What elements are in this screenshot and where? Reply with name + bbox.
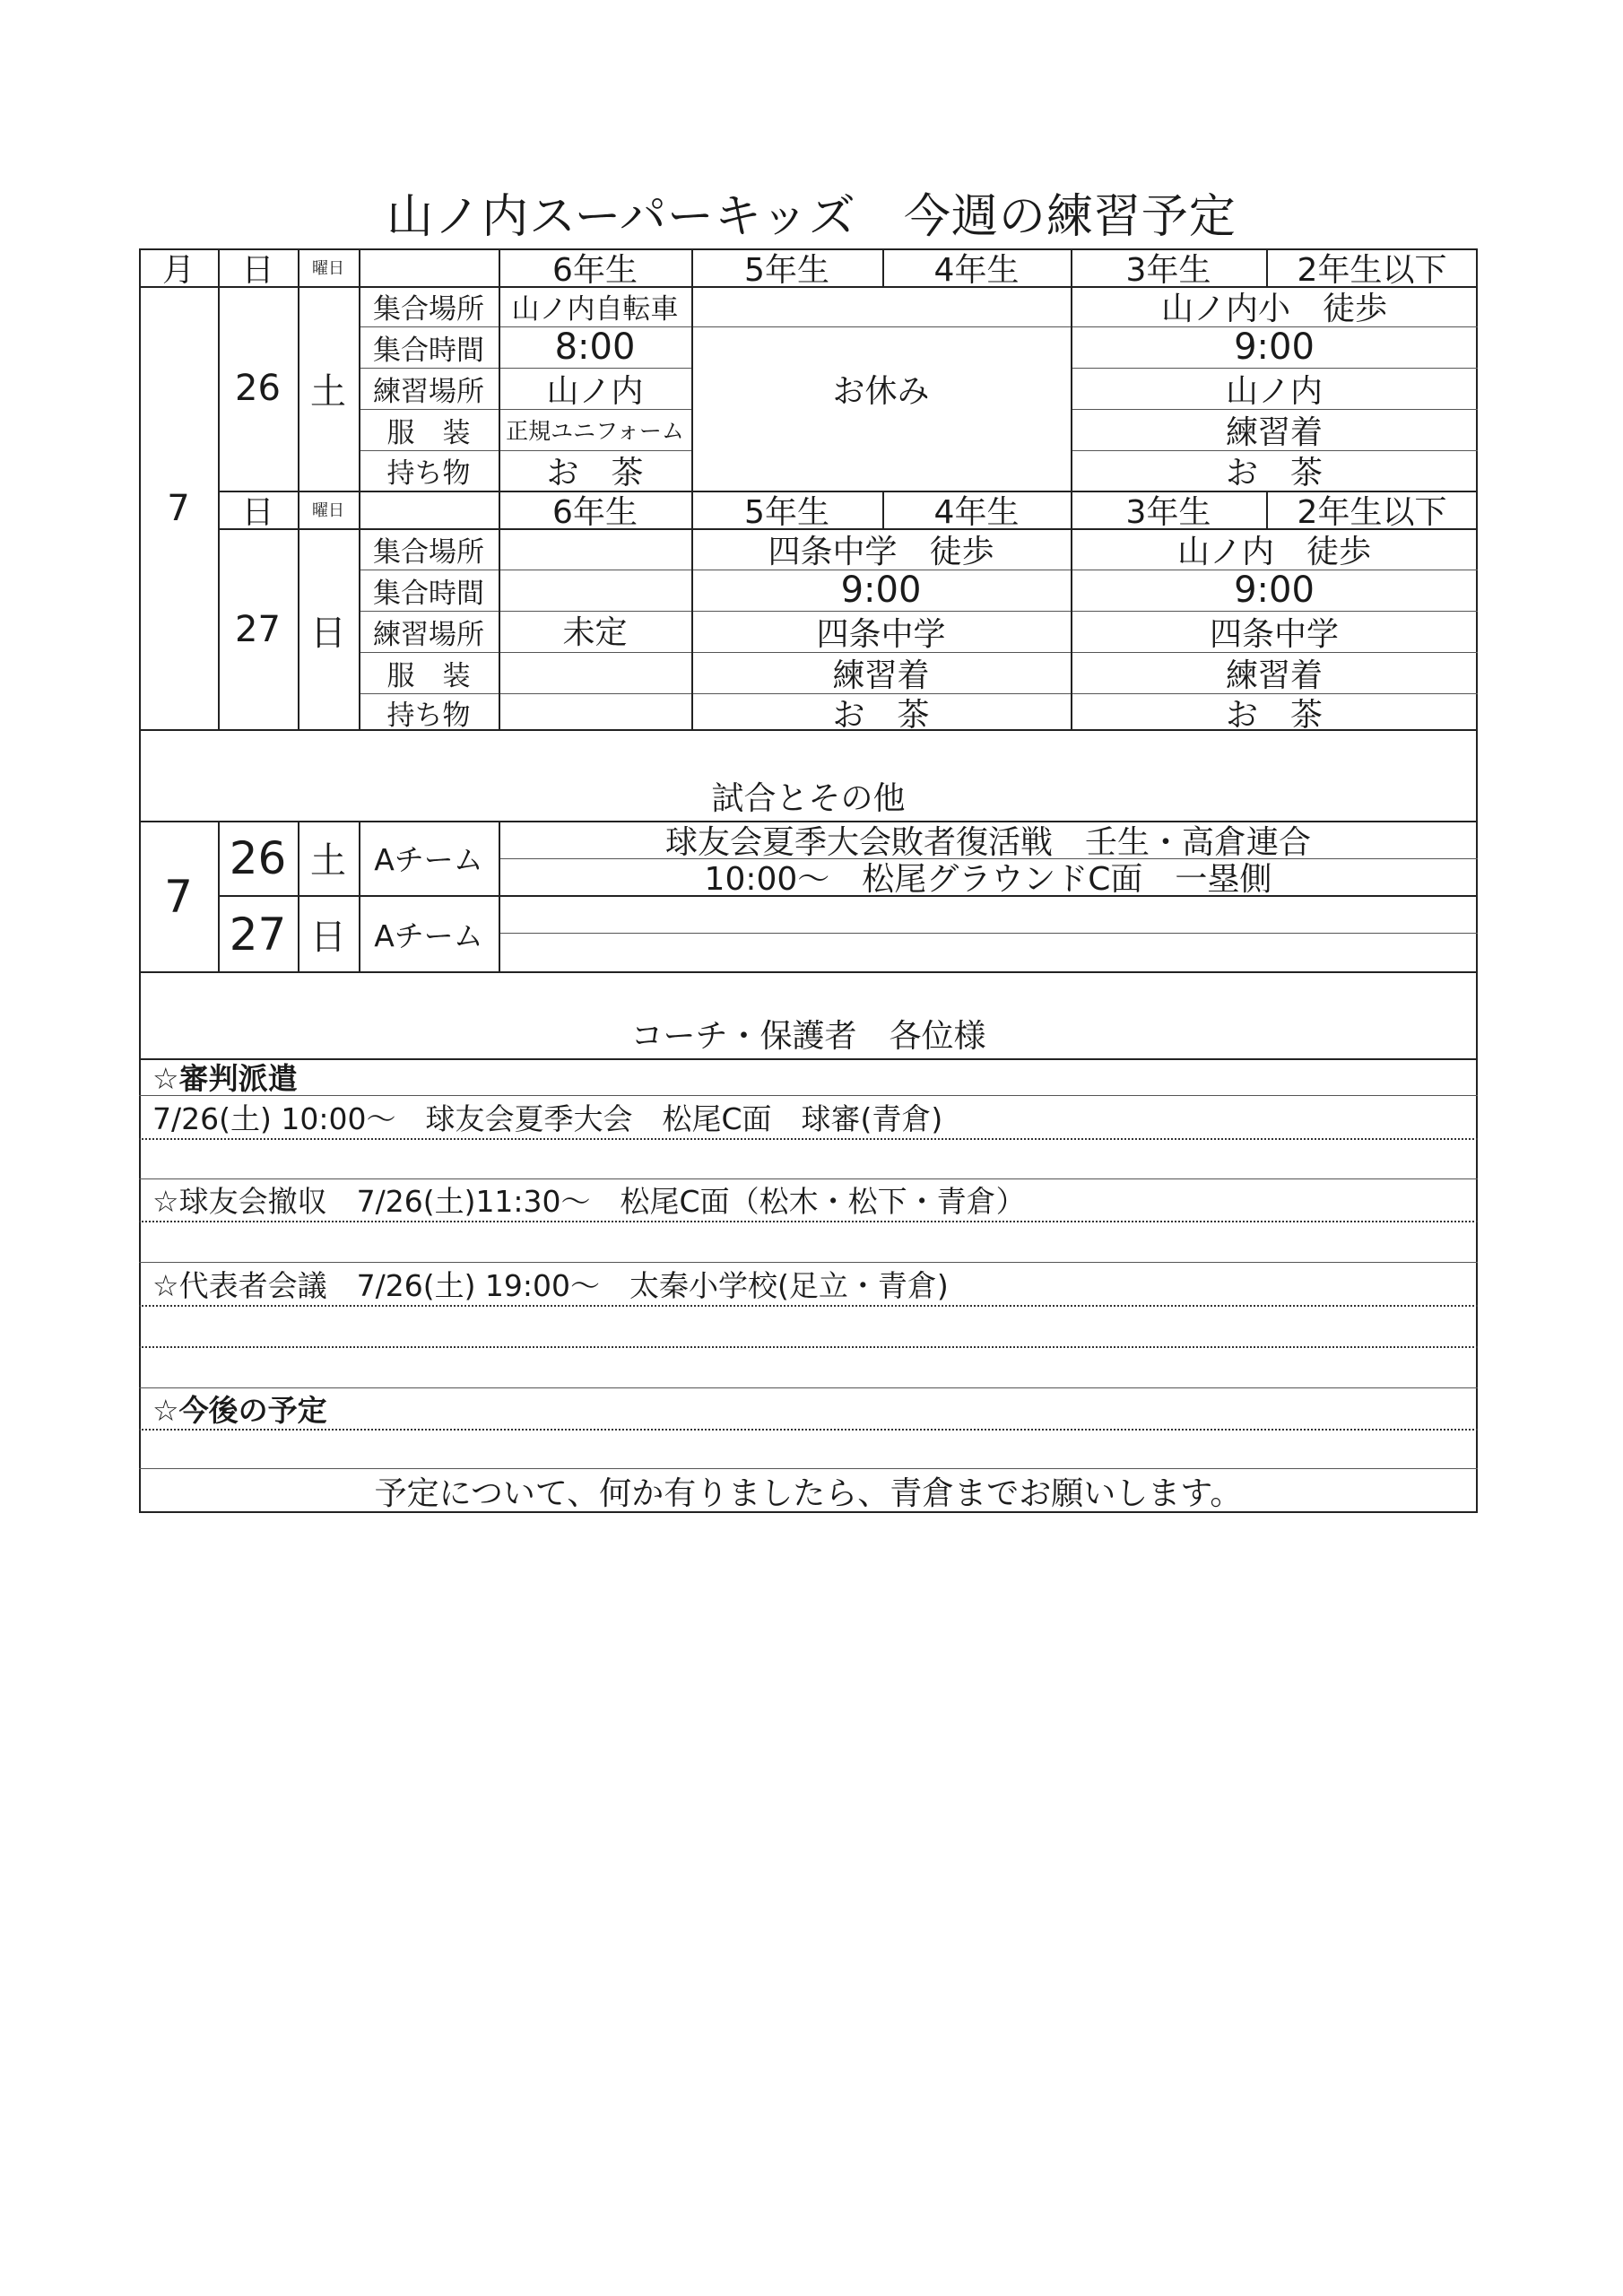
game1-team: Aチーム <box>374 842 483 877</box>
games-month: 7 <box>164 871 193 923</box>
notice-line-4: ☆球友会撤収 7/26(土)11:30～ 松尾C面（松木・松下・青倉） <box>152 1184 1026 1219</box>
notice-line-7 <box>152 1305 1471 1346</box>
day2-g54-meeting-time: 9:00 <box>840 570 922 611</box>
game2-line2 <box>499 933 1478 973</box>
day2-g54-meeting-place: 四条中学 徒歩 <box>768 533 994 570</box>
header-grade-6: 6年生 <box>552 251 638 286</box>
day2-label-meeting-place: 集合場所 <box>373 535 484 569</box>
day2-g32-belongings: お 茶 <box>1225 696 1323 731</box>
day2-label-belongings: 持ち物 <box>386 699 471 731</box>
game2-line1 <box>499 895 1478 933</box>
header2-grade-5: 5年生 <box>744 493 829 528</box>
game1-line2: 10:00～ 松尾グラウンドC面 一塁側 <box>704 861 1272 895</box>
practice-month: 7 <box>167 488 190 529</box>
day1-g32-meeting-time: 9:00 <box>1234 326 1315 368</box>
games-heading: 試合とその他 <box>711 780 906 817</box>
game1-weekday: 土 <box>310 840 346 882</box>
day1-g54-off: お休み <box>832 372 930 410</box>
day1-g32-clothing: 練習着 <box>1225 413 1323 450</box>
day2-g54-belongings: お 茶 <box>832 696 930 731</box>
day1-label-meeting-time: 集合時間 <box>373 334 484 367</box>
notice-line-9: ☆今後の予定 <box>152 1392 327 1428</box>
day2-g32-meeting-time: 9:00 <box>1234 570 1315 611</box>
notice-line-6: ☆代表者会議 7/26(土) 19:00～ 太秦小学校(足立・青倉) <box>152 1267 949 1303</box>
day2-g54-practice-place: 四条中学 <box>816 615 946 652</box>
day1-g32-meeting-place: 山ノ内小 徒歩 <box>1160 291 1387 326</box>
day2-g32-practice-place: 四条中学 <box>1209 615 1339 652</box>
notice-line-8 <box>152 1346 1471 1387</box>
day1-g6-meeting-time: 8:00 <box>554 326 636 368</box>
header-month: 月 <box>161 251 195 286</box>
notice-line-1: ☆審判派遣 <box>152 1061 298 1095</box>
day1-g6-clothing: 正規ユニフォーム <box>506 418 684 444</box>
notices-footer: 予定について、何か有りましたら、青倉までお願いします。 <box>374 1474 1243 1512</box>
header2-grade-4: 4年生 <box>933 493 1020 528</box>
notices-heading: コーチ・保護者 各位様 <box>630 1018 986 1055</box>
day1-g32-practice-place: 山ノ内 <box>1225 372 1323 409</box>
header2-grade-6: 6年生 <box>552 493 638 528</box>
header-grade-4: 4年生 <box>933 251 1020 286</box>
day1-label-meeting-place: 集合場所 <box>373 293 484 326</box>
header2-grade-2-below: 2年生以下 <box>1297 493 1447 528</box>
day1-g6-meeting-place: 山ノ内自転車 <box>511 293 679 326</box>
day2-label-meeting-time: 集合時間 <box>373 577 484 610</box>
game2-team: Aチーム <box>374 918 483 953</box>
header-grade-2-below: 2年生以下 <box>1297 251 1447 286</box>
header-grade-3: 3年生 <box>1125 251 1211 286</box>
day1-g6-practice-place: 山ノ内 <box>546 372 644 409</box>
header-grade-5: 5年生 <box>744 251 829 286</box>
day2-label-clothing: 服 装 <box>386 659 471 692</box>
game1-date: 26 <box>229 831 287 884</box>
day2-label-practice-place: 練習場所 <box>373 618 484 651</box>
header-day: 日 <box>241 251 274 286</box>
header2-weekday: 曜日 <box>312 501 344 520</box>
game2-date: 27 <box>229 908 287 961</box>
day1-label-clothing: 服 装 <box>386 416 471 449</box>
notice-line-5 <box>152 1221 1471 1262</box>
day2-g32-meeting-place: 山ノ内 徒歩 <box>1176 533 1371 570</box>
day2-g32-clothing: 練習着 <box>1225 657 1323 693</box>
day1-date: 26 <box>235 368 281 409</box>
day1-weekday: 土 <box>310 370 346 413</box>
notice-line-3 <box>152 1138 1471 1178</box>
notice-line-2: 7/26(土) 10:00～ 球友会夏季大会 松尾C面 球審(青倉) <box>152 1100 943 1136</box>
header-weekday: 曜日 <box>312 259 344 278</box>
day1-g6-belongings: お 茶 <box>546 455 644 491</box>
notice-line-10 <box>152 1429 1471 1468</box>
header2-grade-3: 3年生 <box>1125 493 1211 528</box>
day2-g6-undecided: 未定 <box>562 613 628 651</box>
page-title: 山ノ内スーパーキッズ 今週の練習予定 <box>386 190 1237 244</box>
day1-label-belongings: 持ち物 <box>386 457 471 490</box>
game1-line1: 球友会夏季大会敗者復活戦 壬生・高倉連合 <box>664 823 1311 858</box>
day2-weekday: 日 <box>310 612 346 654</box>
day2-g54-clothing: 練習着 <box>832 657 930 693</box>
game2-weekday: 日 <box>310 917 346 958</box>
day2-date: 27 <box>235 609 281 650</box>
day1-g32-belongings: お 茶 <box>1225 455 1323 491</box>
header2-day: 日 <box>241 493 274 528</box>
day1-label-practice-place: 練習場所 <box>373 375 484 408</box>
